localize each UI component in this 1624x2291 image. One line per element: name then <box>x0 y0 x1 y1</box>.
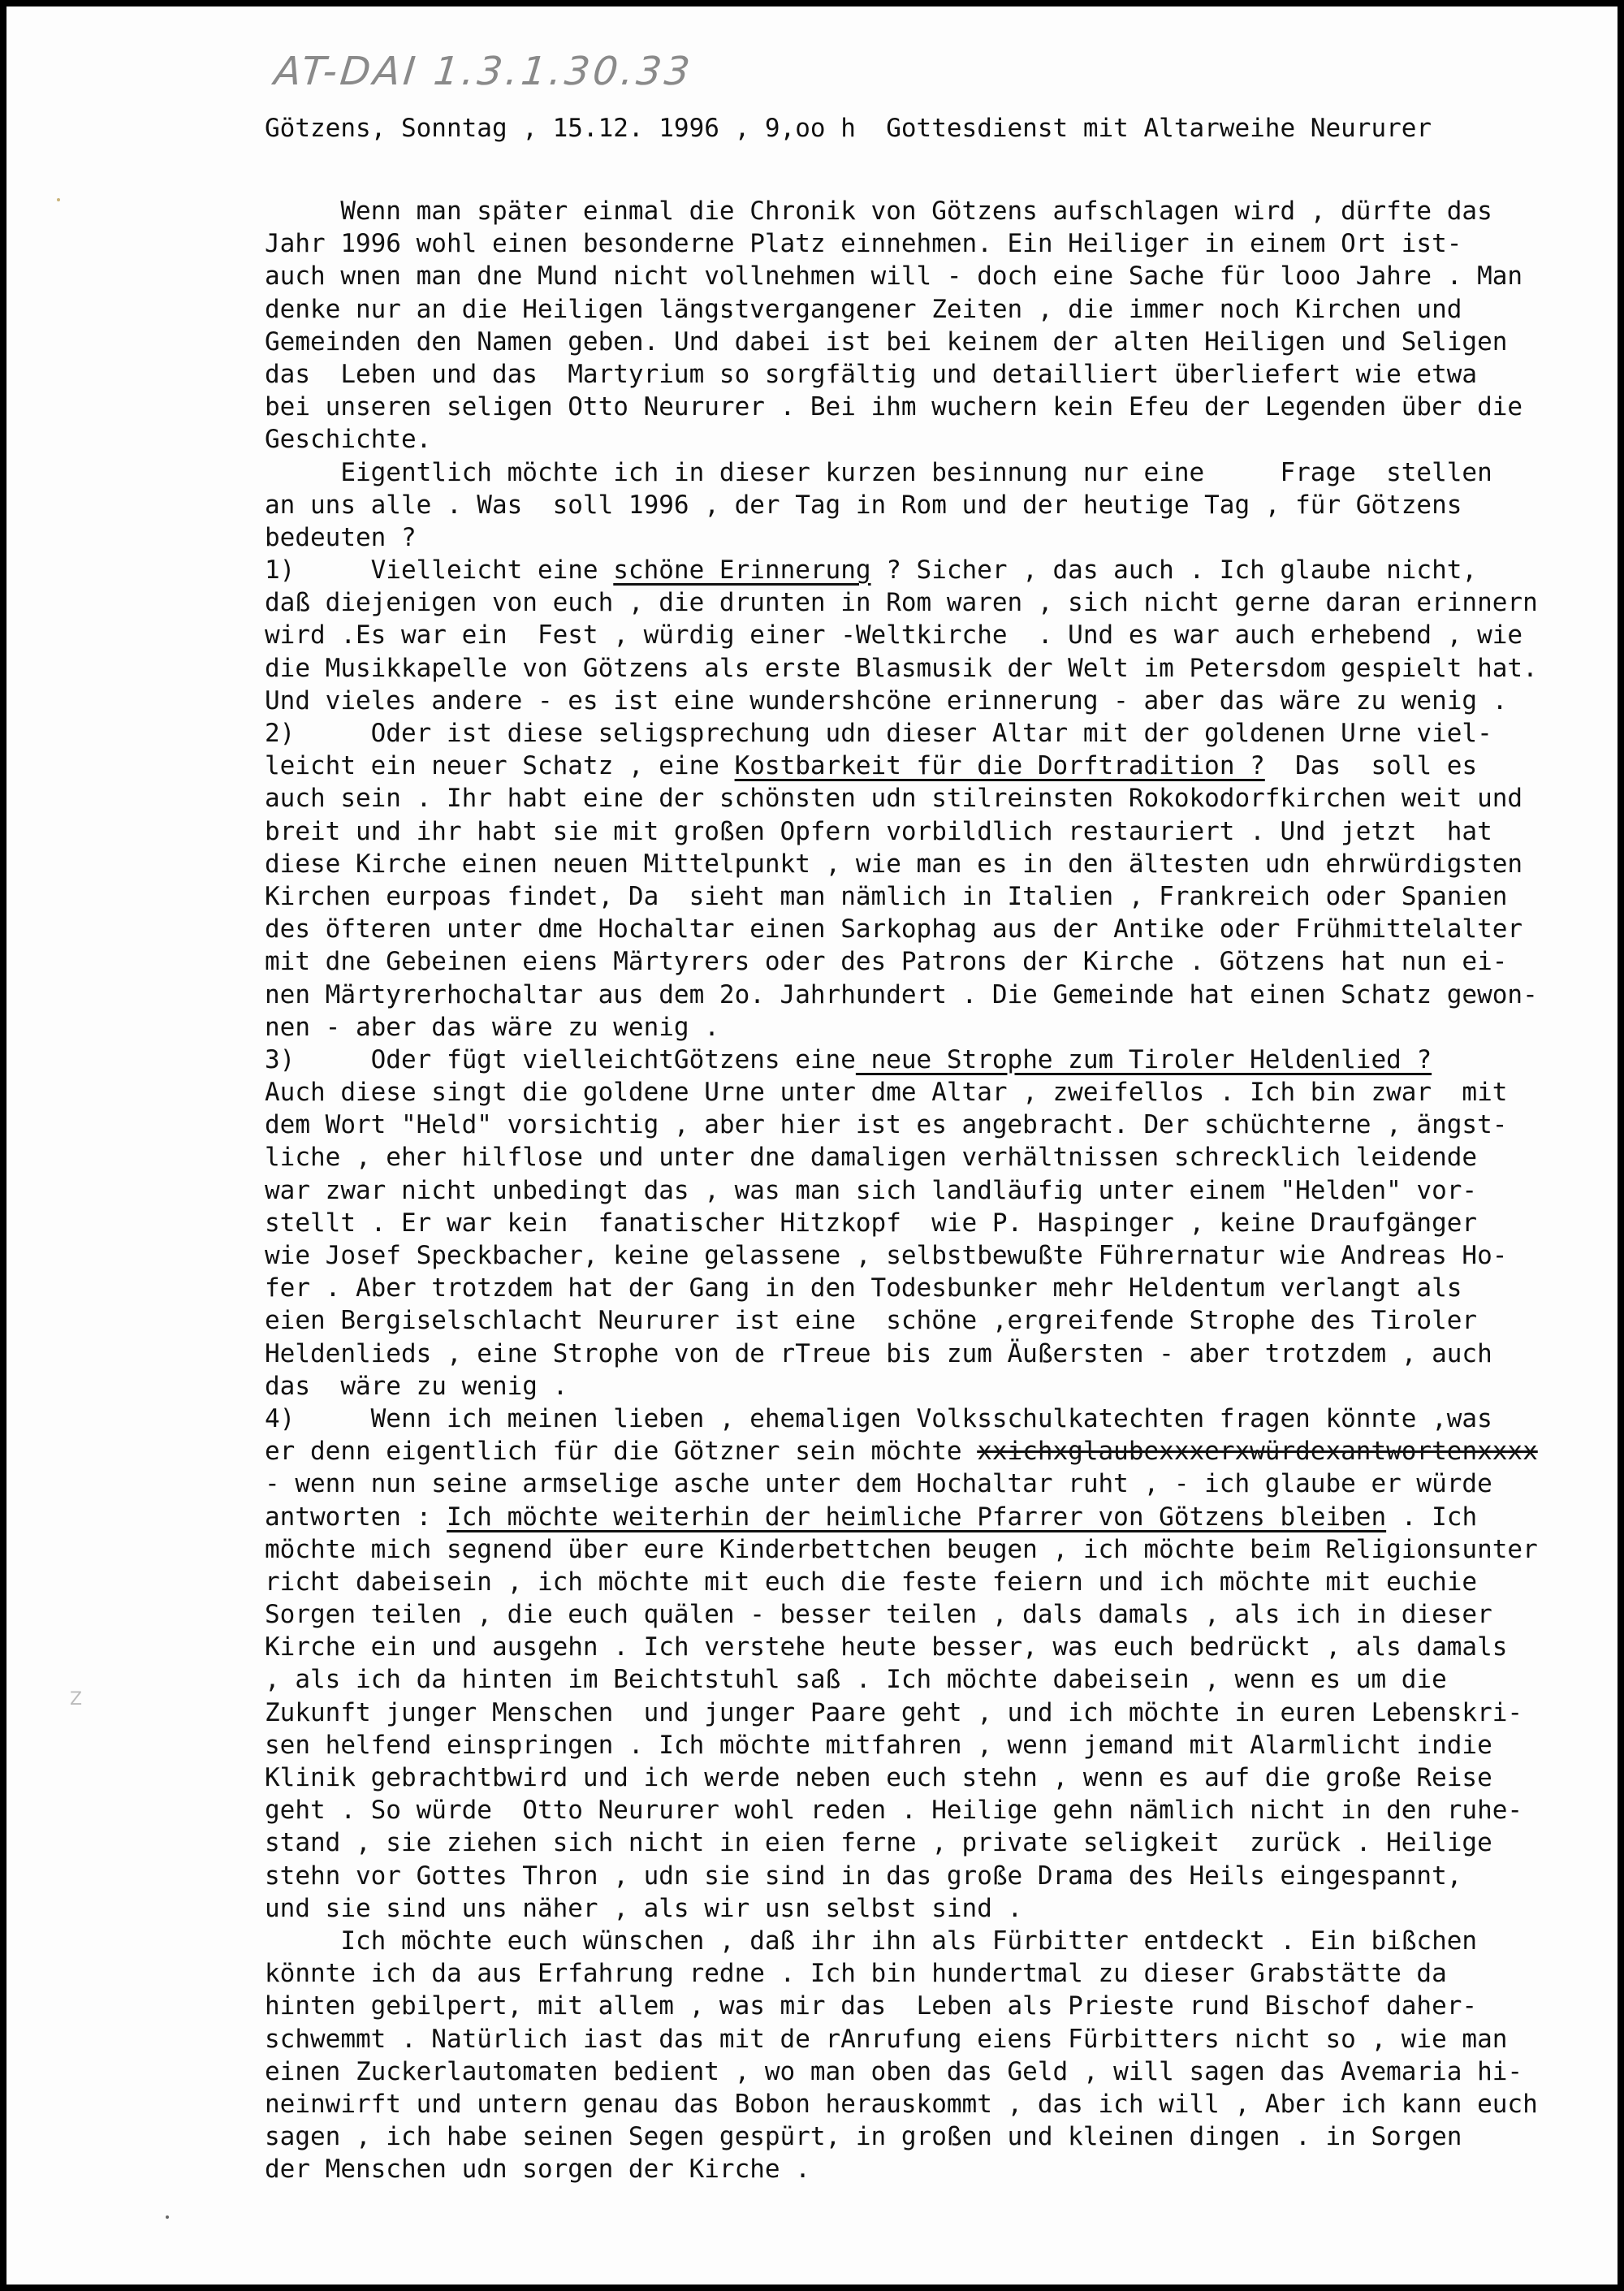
text-line: dem Wort "Held" vorsichtig , aber hier ist es angebracht. Der schüchterne , ängst- <box>265 1110 1508 1140</box>
text-line: - wenn nun seine armselige asche unter dem Hochaltar ruht , - ich glaube er würde <box>265 1469 1492 1499</box>
text-line: bedeuten ? <box>265 522 417 552</box>
text-line: auch wnen man dne Mund nicht vollnehmen will - doch eine Sache für looo Jahre . Man <box>265 262 1523 292</box>
text-line: der Menschen udn sorgen der Kirche . <box>265 2155 810 2185</box>
text-line: nen - aber das wäre zu wenig . <box>265 1012 719 1042</box>
text-line: schwemmt . Natürlich iast das mit de rAnrufung eiens Fürbitters nicht so , wie man <box>265 2024 1508 2054</box>
text-line: stand , sie ziehen sich nicht in eien ferne , private seligkeit zurück . Heilige <box>265 1828 1492 1858</box>
margin-dot <box>57 198 60 201</box>
text-line: das wäre zu wenig . <box>265 1371 568 1401</box>
text-line: 2) Oder ist diese seligsprechung udn dieser Altar mit der goldenen Urne viel- <box>265 719 1492 748</box>
text-line: Und vieles andere - es ist eine wundershcöne erinnerung - aber das wäre zu wenig . <box>265 685 1508 715</box>
text-line: wie Josef Speckbacher, keine gelassene , selbstbewußte Führernatur wie Andreas Ho- <box>265 1241 1508 1270</box>
text-line: stehn vor Gottes Thron , udn sie sind in das große Drama des Heils eingespannt, <box>265 1861 1462 1891</box>
text-line: nen Märtyrerhochaltar aus dem 2o. Jahrhundert . Die Gemeinde hat einen Schatz gewon- <box>265 979 1538 1009</box>
text-line: Sorgen teilen , die euch quälen - besser teilen , dals damals , als ich in dieser <box>265 1600 1492 1630</box>
text-line: könnte ich da aus Erfahrung redne . Ich bin hundertmal zu dieser Grabstätte da <box>265 1959 1447 1989</box>
archive-code-handwritten: AT-DAI 1.3.1.30.33 <box>272 49 696 94</box>
text-line: 4) Wenn ich meinen lieben , ehemaligen Volksschulkatechten fragen könnte ,was <box>265 1403 1492 1433</box>
text-line: Kirchen eurpoas findet, Da sieht man nämlich in Italien , Frankreich oder Spanien <box>265 881 1508 911</box>
text-line: hinten gebilpert, mit allem , was mir das Leben als Prieste rund Bischof daher- <box>265 1991 1478 2021</box>
text-line: des öfteren unter dme Hochaltar einen Sarkophag aus der Antike oder Frühmittelalter <box>265 914 1523 944</box>
text-line: Heldenlieds , eine Strophe von de rTreue bis zum Äußersten - aber trotzdem , auch <box>265 1338 1492 1368</box>
text-line: 3) Oder fügt vielleichtGötzens eine neue Strophe zum Tiroler Heldenlied ? <box>265 1044 1432 1074</box>
text-line: sen helfend einspringen . Ich möchte mitfahren , wenn jemand mit Alarmlicht indie <box>265 1730 1492 1760</box>
text-line: sagen , ich habe seinen Segen gespürt, in großen und kleinen dingen . in Sorgen <box>265 2122 1462 2152</box>
text-line: liche , eher hilflose und unter dne damaligen verhältnissen schrecklich leidende <box>265 1143 1478 1173</box>
underlined-phrase: schöne Erinnerung <box>613 555 871 586</box>
text-line: möchte mich segnend über eure Kinderbettchen beugen , ich möchte beim Religionsunter <box>265 1534 1538 1564</box>
text-line: Gemeinden den Namen geben. Und dabei ist bei keinem der alten Heiligen und Seligen <box>265 326 1508 357</box>
text-line: und sie sind uns näher , als wir usn selbst sind . <box>265 1893 1023 1923</box>
text-line: Zukunft junger Menschen und junger Paare geht , und ich möchte in euren Lebenskri- <box>265 1697 1523 1727</box>
margin-dot <box>166 2215 169 2219</box>
text-line: einen Zuckerlautomaten bedient , wo man oben das Geld , will sagen das Avemaria hi- <box>265 2056 1523 2086</box>
text-line: stellt . Er war kein fanatischer Hitzkopf wie P. Haspinger , keine Draufgänger <box>265 1208 1478 1238</box>
text-line: eien Bergiselschlacht Neururer ist eine schöne ,ergreifende Strophe des Tiroler <box>265 1306 1478 1336</box>
text-line: Wenn man später einmal die Chronik von Götzens aufschlagen wird , dürfte das <box>265 197 1492 226</box>
text-line: richt dabeisein , ich möchte mit euch die feste feiern und ich möchte mit euchie <box>265 1567 1478 1597</box>
document-page <box>6 6 1618 2285</box>
sermon-body <box>265 195 1613 2185</box>
underlined-phrase: Kostbarkeit für die Dorftradition ? <box>734 751 1265 781</box>
text-line: 1) Vielleicht eine schöne Erinnerung ? Sicher , das auch . Ich glaube nicht, <box>265 555 1478 586</box>
text-line: fer . Aber trotzdem hat der Gang in den Todesbunker mehr Heldentum verlangt als <box>265 1273 1462 1303</box>
text-line: daß diejenigen von euch , die drunten in Rom waren , sich nicht gerne daran erinnern <box>265 588 1538 618</box>
text-line: bei unseren seligen Otto Neururer . Bei ihm wuchern kein Efeu der Legenden über die <box>265 392 1523 422</box>
text-line: , als ich da hinten im Beichtstuhl saß . Ich möchte dabeisein , wenn es um die <box>265 1665 1447 1695</box>
text-line: neinwirft und untern genau das Bobon herauskommt , das ich will , Aber ich kann euch <box>265 2089 1538 2119</box>
text-line: auch sein . Ihr habt eine der schönsten udn stilreinsten Rokokodorfkirchen weit und <box>265 784 1523 814</box>
text-line: Geschichte. <box>265 425 432 455</box>
text-line: Auch diese singt die goldene Urne unter dme Altar , zweifellos . Ich bin zwar mit <box>265 1078 1508 1108</box>
text-line: an uns alle . Was soll 1996 , der Tag in Rom und der heutige Tag , für Götzens <box>265 490 1462 520</box>
text-line: war zwar nicht unbedingt das , was man sich landläufig unter einem "Helden" vor- <box>265 1175 1478 1205</box>
struck-out-text: xxichxglaubexxxerxwürdexantwortenxxxx <box>977 1437 1538 1467</box>
text-line: antworten : Ich möchte weiterhin der heimliche Pfarrer von Götzens bleiben . Ich <box>265 1502 1478 1532</box>
text-line: breit und ihr habt sie mit großen Opfern vorbildlich restauriert . Und jetzt hat <box>265 816 1492 846</box>
text-line: geht . So würde Otto Neururer wohl reden . Heilige gehn nämlich nicht in den ruhe- <box>265 1796 1523 1826</box>
text-line: leicht ein neuer Schatz , eine Kostbarkeit für die Dorftradition ? Das soll es <box>265 751 1478 781</box>
text-line: Jahr 1996 wohl einen besonderne Platz einnehmen. Ein Heiliger in einem Ort ist- <box>265 229 1462 259</box>
underlined-phrase: neue Strophe zum Tiroler Heldenlied ? <box>855 1044 1432 1074</box>
text-line: Eigentlich möchte ich in dieser kurzen besinnung nur eine Frage stellen <box>265 457 1492 487</box>
text-line: mit dne Gebeinen eiens Märtyrers oder des Patrons der Kirche . Götzens hat nun ei- <box>265 947 1508 977</box>
text-line: denke nur an die Heiligen längstvergangener Zeiten , die immer noch Kirchen und <box>265 294 1462 324</box>
text-line: die Musikkapelle von Götzens als erste Blasmusik der Welt im Petersdom gespielt hat. <box>265 653 1538 683</box>
text-line: Klinik gebrachtbwird und ich werde neben euch stehn , wenn es auf die große Reise <box>265 1763 1492 1792</box>
text-line: Kirche ein und ausgehn . Ich verstehe heute besser, was euch bedrückt , als damals <box>265 1632 1508 1662</box>
text-line: Ich möchte euch wünschen , daß ihr ihn als Fürbitter entdeckt . Ein bißchen <box>265 1926 1478 1956</box>
text-line: er denn eigentlich für die Götzner sein möchte xxichxglaubexxxerxwürdexantwortenxxxx <box>265 1437 1538 1467</box>
margin-mark: Z <box>70 1689 83 1710</box>
text-line: wird .Es war ein Fest , würdig einer -Weltkirche . Und es war auch erhebend , wie <box>265 620 1523 651</box>
text-line: diese Kirche einen neuen Mittelpunkt , wie man es in den ältesten udn ehrwürdigsten <box>265 849 1523 879</box>
document-heading: Götzens, Sonntag , 15.12. 1996 , 9,oo h Gottesdienst mit Altarweihe Neururer <box>265 114 1432 143</box>
underlined-phrase: Ich möchte weiterhin der heimliche Pfarrer von Götzens bleiben <box>446 1502 1387 1532</box>
text-line: das Leben und das Martyrium so sorgfältig und detailliert überliefert wie etwa <box>265 359 1478 389</box>
